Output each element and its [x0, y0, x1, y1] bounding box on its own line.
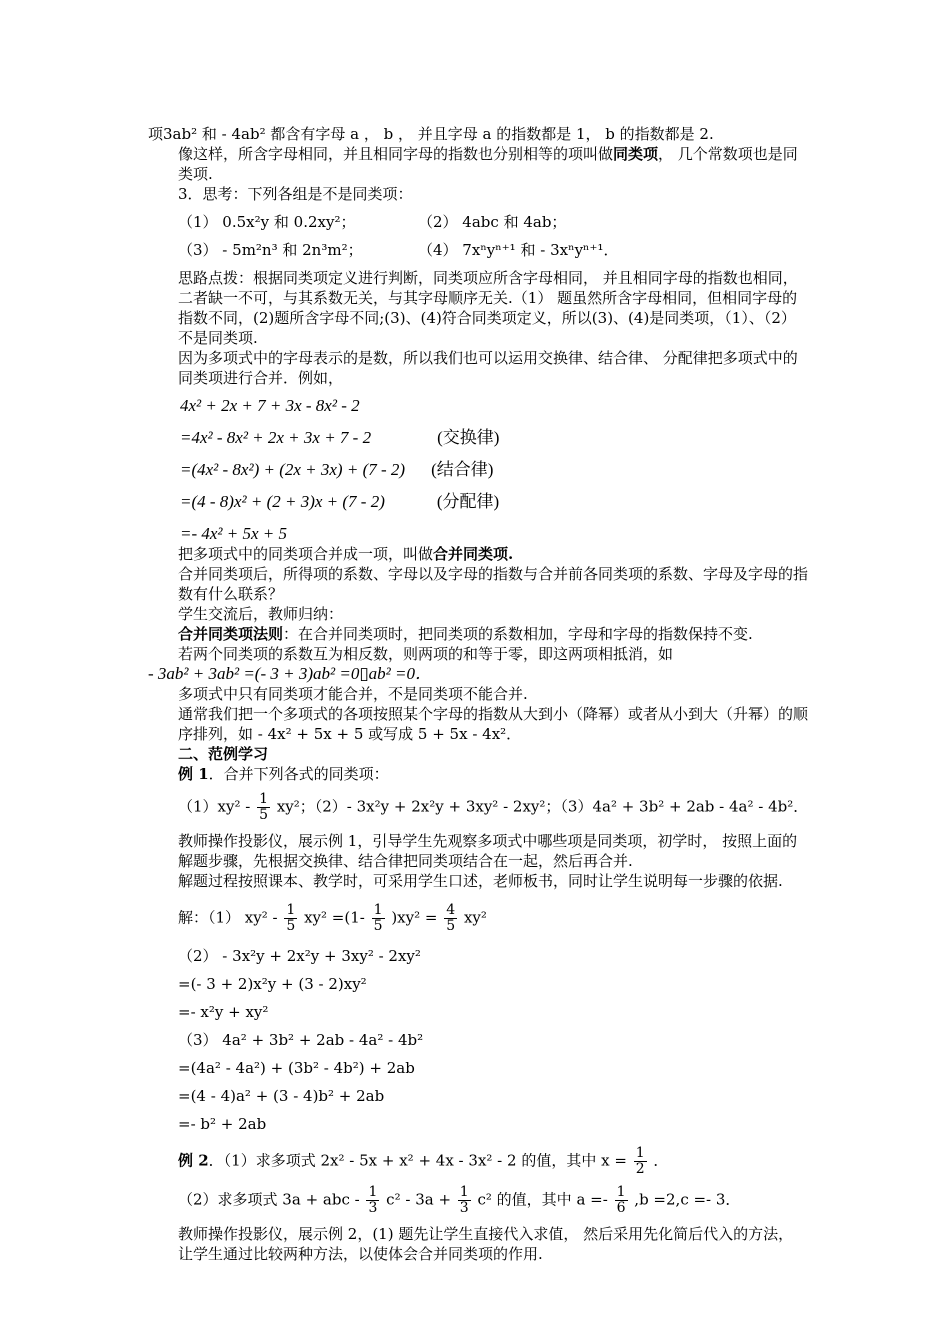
text: )xy² = [391, 908, 438, 927]
derivation-step-0: 4x² + 2x + 7 + 3x - 8x² - 2 [180, 396, 360, 415]
item-2: （2） 4abc 和 4ab； [418, 213, 567, 231]
numerator: 1 [459, 1184, 469, 1200]
derivation-step-4: =- 4x² + 5x + 5 [180, 524, 288, 543]
derivation-step-3 [148, 492, 808, 512]
think-row-1 [148, 212, 808, 232]
text: ,b =2,c =- 3． [634, 1190, 741, 1209]
text: 解：（1） xy² - [178, 908, 278, 927]
example-2-desc: 教师操作投影仪，展示例 2，(1) 题先让学生直接代入求值， 然后采用先化简后代入的方法，让学生通过比较两种方法，以使体会合并同类项的作用. [178, 1225, 794, 1263]
expr: xy²；（2）- 3x²y + 2x²y + 3xy² - 2xy²；（3）4a² + 3b² + 2ab - 4a² - 4b²． [276, 797, 809, 816]
fraction [372, 903, 385, 934]
denominator: 5 [373, 918, 383, 934]
text: ．（1）求多项式 2x² - 5x + x² + 4x - 3x² - 2 的值，其中 x = [208, 1151, 627, 1170]
numerator: 1 [616, 1184, 626, 1200]
numerator: 1 [286, 902, 296, 918]
expr: （1）xy² - [178, 797, 251, 816]
example-2-part-2 [148, 1185, 808, 1216]
text: c² 的值，其中 a =- [477, 1190, 608, 1209]
numerator: 1 [373, 902, 383, 918]
numerator: 1 [368, 1184, 378, 1200]
solution-step: =(4 - 4)a² + (3 - 4)b² + 2ab [178, 1087, 385, 1105]
law-distributive: (分配律) [436, 492, 500, 511]
fraction [444, 903, 457, 934]
think-row-2 [148, 240, 808, 260]
solution-1 [148, 903, 808, 934]
step: =4x² - 8x² + 2x + 3x + 7 - 2 [180, 428, 372, 447]
example-2-part-1 [148, 1146, 808, 1177]
derivation-step-2 [148, 460, 808, 480]
fraction [634, 1146, 647, 1177]
think-heading: 3．思考：下列各组是不是同类项： [178, 185, 413, 203]
example-label: 例 1 [178, 765, 209, 783]
text: xy² [463, 908, 487, 927]
denominator: 5 [259, 807, 269, 823]
rule-text: ：在合并同类项时，把同类项的系数相加，字母和字母的指数保持不变. [283, 625, 753, 643]
example-1-expressions [148, 792, 808, 823]
text: c² - 3a + [386, 1190, 452, 1209]
item-3: （3） - 5m²n³ 和 2n³m²； [178, 241, 363, 259]
solution-step: =- x²y + xy² [178, 1003, 269, 1021]
text-line: 项3ab² 和 - 4ab² 都含有字母 a ， b ， 并且字母 a 的指数都是 1， b 的指数都是 2. [148, 125, 714, 143]
example-label: 例 2 [178, 1151, 209, 1170]
denominator: 3 [459, 1200, 469, 1216]
combine-def [148, 544, 808, 564]
section-heading: 二、范例学习 [178, 745, 269, 763]
intro-paragraph: 因为多项式中的字母表示的是数，所以我们也可以运用交换律、结合律、 分配律把多项式中的同类项进行合并．例如， [178, 349, 798, 387]
text: （2）求多项式 3a + abc - [178, 1190, 360, 1209]
law-associative: (结合律) [431, 460, 494, 479]
solution-step: =(4a² - 4a²) + (3b² - 4b²) + 2ab [178, 1059, 415, 1077]
denominator: 3 [368, 1200, 378, 1216]
denominator: 5 [446, 918, 456, 934]
document-body [148, 124, 808, 1264]
item-1: （1） 0.5x²y 和 0.2xy²； [178, 213, 356, 231]
derivation-step-1 [148, 428, 808, 448]
numerator: 1 [259, 791, 269, 807]
solution-step: （3） 4a² + 3b² + 2ab - 4a² - 4b² [178, 1031, 424, 1049]
rule-title: 合并同类项法则 [178, 625, 284, 643]
fraction [284, 903, 297, 934]
text: ， 几个常数项也是同类项. [178, 145, 798, 183]
fraction [458, 1185, 471, 1216]
opposite-text: 若两个同类项的系数互为相反数，则两项的和等于零，即这两项相抵消，如 [178, 645, 674, 663]
text: xy² =(1- [304, 908, 365, 927]
fraction [615, 1185, 628, 1216]
question-paragraph: 合并同类项后，所得项的系数、字母以及字母的指数与合并前各同类项的系数、字母及字母的指数有什么联系？ [178, 565, 809, 603]
rule-paragraph [148, 624, 808, 644]
text: ．合并下列各式的同类项： [208, 765, 389, 783]
item-4: （4） 7xⁿyⁿ⁺¹ 和 - 3xⁿyⁿ⁺¹． [418, 241, 619, 259]
solution-step: （2） - 3x²y + 2x²y + 3xy² - 2xy² [178, 947, 421, 965]
law-commutative: (交换律) [437, 428, 500, 447]
term-like-terms: 同类项 [613, 145, 659, 163]
example-1-desc: 教师操作投影仪，展示例 1，引导学生先观察多项式中哪些项是同类项，初学时， 按照上面的解题步骤，先根据交换律、结合律把同类项结合在一起，然后再合并. [178, 832, 798, 870]
ordering-paragraph: 通常我们把一个多项式的各项按照某个字母的指数从大到小（降幂）或者从小到大（升幂）的顺序排列，如 - 4x² + 5x + 5 或写成 5 + 5x - 4x²． [178, 705, 809, 743]
denominator: 6 [616, 1200, 626, 1216]
numerator: 4 [446, 902, 456, 918]
paragraph-definition [148, 144, 808, 184]
text: ． [653, 1151, 669, 1170]
denominator: 5 [286, 918, 296, 934]
opposite-example: - 3ab² + 3ab² =(- 3 + 3)ab² =0▯ab² =0． [148, 664, 432, 683]
fraction [366, 1185, 379, 1216]
numerator: 1 [635, 1145, 645, 1161]
example-1-desc2: 解题过程按照课本、教学时，可采用学生口述，老师板书，同时让学生说明每一步骤的依据. [178, 872, 783, 890]
only-like-terms: 多项式中只有同类项才能合并，不是同类项不能合并. [178, 685, 528, 703]
denominator: 2 [635, 1161, 645, 1177]
example-1-title [148, 764, 808, 784]
solution-step: =- b² + 2ab [178, 1115, 267, 1133]
text: 把多项式中的同类项合并成一项，叫做 [178, 545, 434, 563]
teacher-summary: 学生交流后，教师归纳： [178, 605, 344, 623]
step: =(4x² - 8x²) + (2x + 3x) + (7 - 2) [180, 460, 406, 479]
solution-step: =(- 3 + 2)x²y + (3 - 2)xy² [178, 975, 367, 993]
step: =(4 - 8)x² + (2 + 3)x + (7 - 2) [180, 492, 385, 511]
text: 像这样，所含字母相同，并且相同字母的指数也分别相等的项叫做 [178, 145, 614, 163]
term-combine: 合并同类项. [433, 545, 514, 563]
fraction [257, 792, 270, 823]
hint-paragraph: 思路点拨：根据同类项定义进行判断，同类项应所含字母相同， 并且相同字母的指数也相同，二者缺一不可，与其系数无关，与其字母顺序无关.（1） 题虽然所含字母相同，但相同字母的指数不同，(2)题所含字母不同;(3)、(4)符合同类项定义，所以(3)、(4)是同类项，（1）、（2）不是同类项. [178, 269, 798, 347]
